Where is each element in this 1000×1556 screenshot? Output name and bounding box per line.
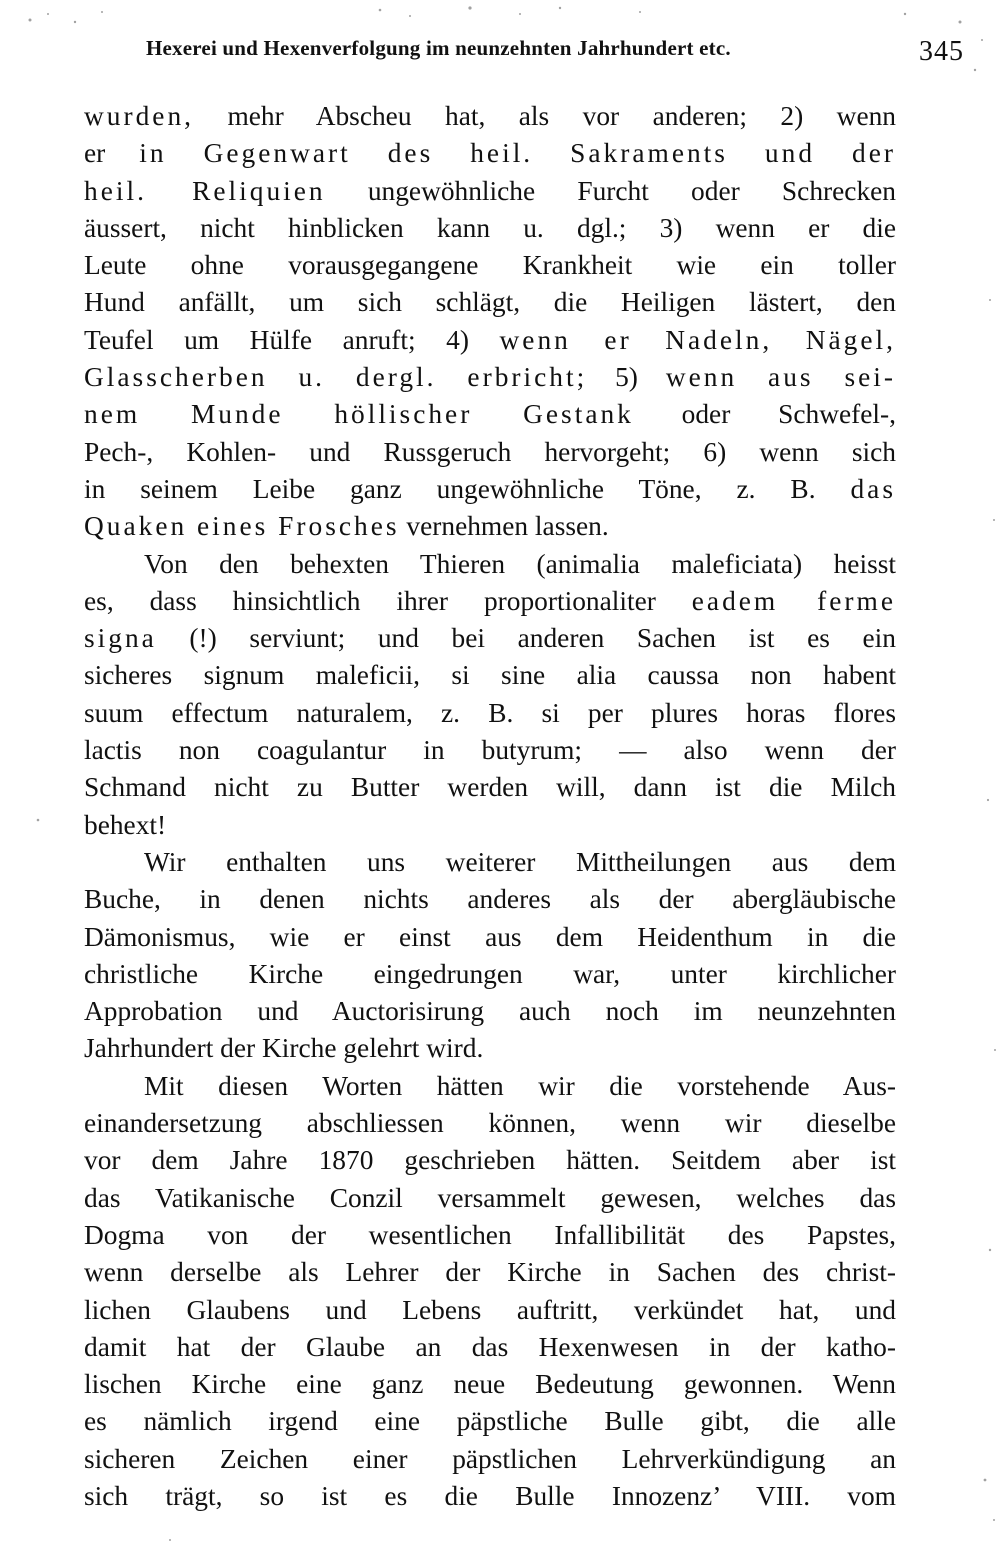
text-line: [84, 695, 896, 732]
text-segment: Dämonismus, wie er einst aus dem Heidenthum in die: [84, 921, 896, 952]
text-segment: Jahrhundert der Kirche gelehrt wird.: [84, 1033, 484, 1064]
text-line: [84, 471, 896, 508]
text-line: [84, 732, 896, 769]
text-line: [84, 881, 896, 918]
text-segment: er: [84, 138, 140, 169]
text-segment: sicheren Zeichen einer päpstlichen Lehrverkündigung an: [84, 1443, 896, 1474]
text-line: [84, 1030, 896, 1067]
text-line: [84, 396, 896, 433]
spaced-emphasis: heil. Reliquien: [84, 175, 326, 206]
text-line: [84, 956, 896, 993]
text-segment: Pech-, Kohlen- und Russgeruch hervorgeht; 6) wenn sich: [84, 436, 896, 467]
text-line: [84, 1180, 896, 1217]
text-line: [84, 1217, 896, 1254]
text-segment: Leute ohne vorausgegangene Krankheit wie ein toller: [84, 250, 896, 281]
text-line: [84, 1366, 896, 1403]
text-line: [84, 1068, 896, 1105]
text-segment: ungewöhnliche Furcht oder Schrecken: [325, 175, 896, 206]
text-line: [84, 1105, 896, 1142]
text-segment: äussert, nicht hinblicken kann u. dgl.; 3) wenn er die: [84, 212, 896, 243]
text-segment: sicheres signum maleficii, si sine alia caussa non habent: [84, 660, 896, 691]
text-segment: christliche Kirche eingedrungen war, unter kirchlicher: [84, 958, 896, 989]
spaced-emphasis: in Gegenwart des heil. Sakraments und der: [139, 138, 896, 169]
text-line: [84, 210, 896, 247]
text-line: [84, 620, 896, 657]
text-segment: lichen Glaubens und Lebens auftritt, verkündet hat, und: [84, 1294, 896, 1325]
text-segment: (!) serviunt; und bei anderen Sachen ist es ein: [156, 623, 896, 654]
text-line: [84, 1292, 896, 1329]
text-line: [84, 807, 896, 844]
text-line: [84, 1478, 896, 1515]
text-line: [84, 1403, 896, 1440]
spaced-emphasis: nem Munde höllischer Gestank: [84, 399, 634, 430]
spaced-emphasis: wenn aus sei-: [665, 362, 897, 393]
text-segment: vor dem Jahre 1870 geschrieben hätten. Seitdem aber ist: [84, 1145, 896, 1176]
text-segment: oder Schwefel-,: [633, 399, 896, 430]
text-segment: es, dass hinsichtlich ihrer proportionaliter: [84, 585, 692, 616]
text-line: [84, 844, 896, 881]
text-line: [84, 1441, 896, 1478]
text-segment: Hund anfällt, um sich schlägt, die Heiligen lästert, den: [84, 287, 896, 318]
spaced-emphasis: signa: [84, 623, 157, 654]
text-segment: Wir enthalten uns weiterer Mittheilungen aus dem: [144, 846, 896, 877]
running-header: Hexerei und Hexenverfolgung im neunzehnten Jahrhundert etc.: [146, 36, 731, 60]
text-line: [84, 173, 896, 210]
text-line: [84, 284, 896, 321]
text-line: [84, 1142, 896, 1179]
text-segment: in seinem Leibe ganz ungewöhnliche Töne, z. B.: [84, 473, 851, 504]
body-text: [84, 98, 896, 1515]
text-segment: behext!: [84, 809, 167, 840]
page-number: 345: [919, 36, 964, 67]
spaced-emphasis: Quaken eines Frosches: [84, 511, 400, 542]
spaced-emphasis: eadem ferme: [691, 585, 896, 616]
text-segment: damit hat der Glaube an das Hexenwesen in der katho-: [84, 1331, 896, 1362]
text-line: [84, 657, 896, 694]
text-segment: es nämlich irgend eine päpstliche Bulle gibt, die alle: [84, 1406, 896, 1437]
text-segment: Von den behexten Thieren (animalia maleficiata) heisst: [144, 548, 896, 579]
spaced-emphasis: wurden,: [84, 101, 194, 131]
text-segment: lischen Kirche eine ganz neue Bedeutung gewonnen. Wenn: [84, 1369, 896, 1400]
text-segment: Approbation und Auctorisirung auch noch im neunzehnten: [84, 996, 896, 1027]
text-segment: 5): [587, 362, 666, 393]
text-segment: Mit diesen Worten hätten wir die vorstehende Aus-: [144, 1070, 896, 1101]
text-line: [84, 993, 896, 1030]
text-segment: lactis non coagulantur in butyrum; — also wenn der: [84, 735, 896, 766]
text-line: [84, 508, 896, 545]
spaced-emphasis: Glasscherben u. dergl. erbricht;: [84, 362, 588, 393]
text-segment: suum effectum naturalem, z. B. si per plures horas flores: [84, 697, 896, 728]
text-line: [84, 135, 896, 172]
text-segment: wenn derselbe als Lehrer der Kirche in Sachen des christ-: [84, 1257, 896, 1288]
text-line: [84, 583, 896, 620]
spaced-emphasis: wenn er Nadeln, Nägel,: [499, 324, 896, 355]
text-segment: das Vatikanische Conzil versammelt gewesen, welches das: [84, 1182, 896, 1213]
text-line: [84, 359, 896, 396]
text-line: [84, 247, 896, 284]
text-segment: Dogma von der wesentlichen Infallibilität des Papstes,: [84, 1219, 896, 1250]
text-segment: sich trägt, so ist es die Bulle Innozenz’ VIII. vom: [84, 1480, 896, 1511]
text-line: [84, 434, 896, 471]
text-segment: mehr Abscheu hat, als vor anderen; 2) wenn: [194, 101, 896, 131]
text-line: [84, 769, 896, 806]
text-line: [84, 98, 896, 135]
text-segment: vernehmen lassen.: [399, 511, 609, 542]
text-line: [84, 1329, 896, 1366]
text-segment: einandersetzung abschliessen können, wenn wir dieselbe: [84, 1108, 896, 1139]
text-line: [84, 546, 896, 583]
text-segment: Schmand nicht zu Butter werden will, dann ist die Milch: [84, 772, 896, 803]
text-line: [84, 919, 896, 956]
text-line: [84, 322, 896, 359]
text-segment: Teufel um Hülfe anruft; 4): [84, 324, 500, 355]
spaced-emphasis: das: [850, 473, 896, 504]
text-line: [84, 1254, 896, 1291]
text-segment: Buche, in denen nichts anderes als der abergläubische: [84, 884, 896, 915]
